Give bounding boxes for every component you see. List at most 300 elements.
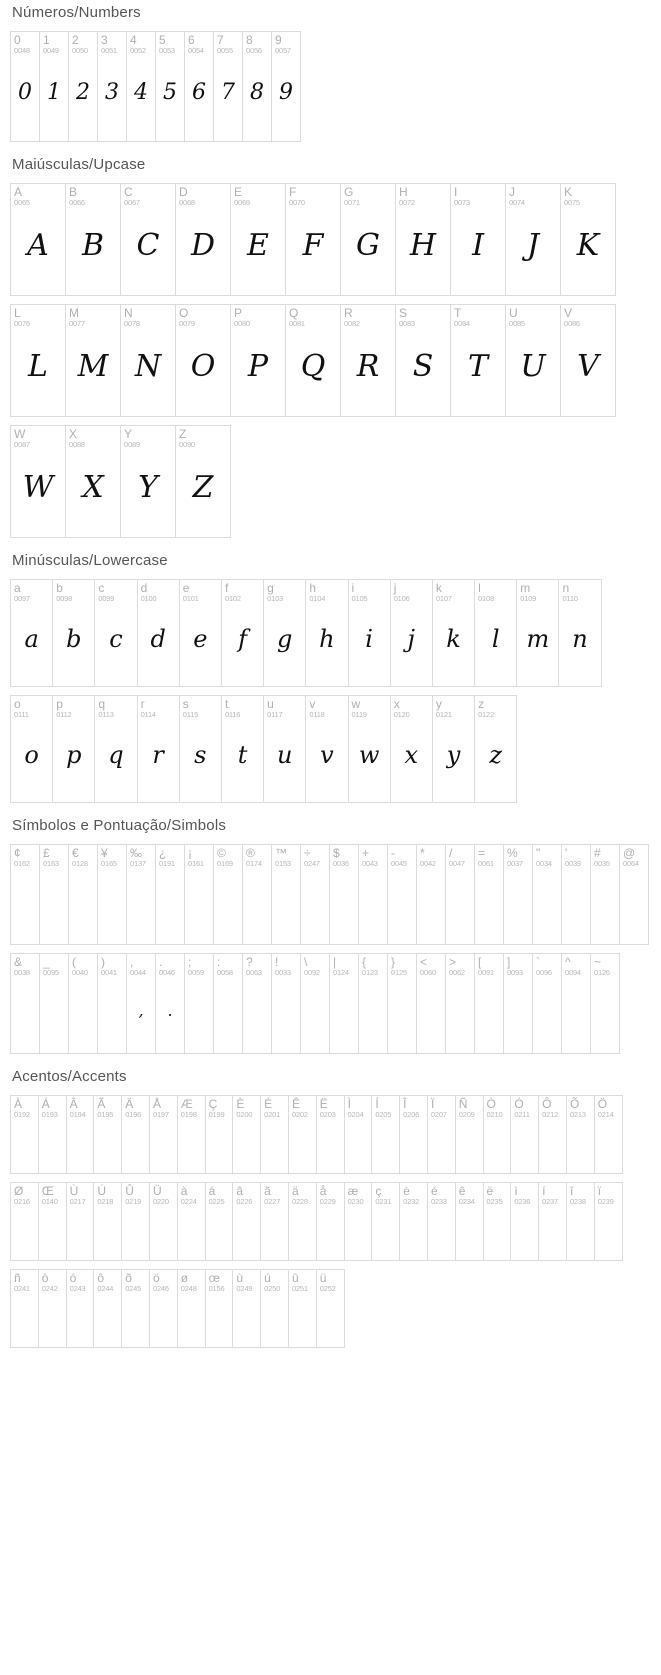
glyph-char-label: $ [333,846,340,860]
glyph-cell[interactable] [484,1183,512,1261]
glyph-cell[interactable] [261,1270,289,1348]
glyph-cell[interactable] [562,954,591,1054]
glyph-rendered-character [94,1205,121,1257]
glyph-cell[interactable] [533,845,562,945]
glyph-char-label: F [289,185,297,199]
glyph-rendered-character: 6 [192,79,206,105]
glyph-cell[interactable] [388,954,417,1054]
glyph-cell[interactable] [243,845,272,945]
glyph-rendered-character [206,1205,233,1257]
glyph-cell[interactable] [66,305,121,417]
glyph-rendered-character [562,867,590,935]
glyph-cell[interactable] [122,1270,150,1348]
glyph-rendered-character [214,867,242,935]
glyph-cell[interactable] [562,845,591,945]
glyph-cell-header [504,845,532,867]
glyph-char-label: å [319,1184,327,1198]
glyph-char-code: 0228 [291,1196,308,1206]
glyph-cell[interactable] [359,845,388,945]
glyph-cell[interactable] [261,1096,289,1174]
glyph-char-label: v [309,697,316,711]
glyph-cell[interactable] [511,1183,539,1261]
glyph-cell[interactable] [446,954,475,1054]
glyph-cell[interactable] [506,184,561,296]
glyph-char-code: 0039 [565,858,581,868]
glyph-cell[interactable] [595,1096,623,1174]
glyph-grid-accents-row-2 [10,1182,623,1261]
glyph-char-code: 0250 [264,1283,281,1293]
glyph-cell[interactable] [475,845,504,945]
glyph-cell[interactable] [39,1270,67,1348]
glyph-cell[interactable] [559,580,601,687]
glyph-char-code: 0205 [375,1109,392,1119]
glyph-cell[interactable] [94,1270,122,1348]
glyph-cell[interactable] [341,305,396,417]
glyph-cell-header [591,954,619,976]
glyph-cell[interactable] [98,954,127,1054]
glyph-cell-header [138,696,179,718]
glyph-cell[interactable] [400,1183,428,1261]
glyph-cell[interactable] [475,954,504,1054]
glyph-rendered-character [233,1118,260,1170]
glyph-cell[interactable] [95,580,137,687]
glyph-cell[interactable] [176,305,231,417]
glyph-char-code: 0082 [344,318,360,328]
glyph-cell[interactable] [67,1096,95,1174]
glyph-char-code: 0118 [309,709,325,719]
glyph-cell[interactable] [567,1096,595,1174]
glyph-rendered-character [178,1205,205,1257]
glyph-cell[interactable] [121,305,176,417]
glyph-char-label: o [14,697,21,711]
glyph-rendered-character: t [237,740,248,769]
glyph-char-label: H [399,185,408,199]
glyph-cell[interactable] [388,845,417,945]
glyph-char-label: m [520,581,531,595]
glyph-cell[interactable] [349,696,391,803]
glyph-cell-header [533,954,561,976]
glyph-cell[interactable] [272,954,301,1054]
glyph-cell-header [66,305,120,327]
section-title-accents: Acentos/Accents [12,1068,127,1085]
glyph-rendered-character: K [576,227,600,263]
glyph-cell-header [539,1096,566,1118]
glyph-char-label: á [208,1184,216,1198]
glyph-cell[interactable] [156,845,185,945]
glyph-cell-header [95,696,136,718]
glyph-cell[interactable] [317,1183,345,1261]
glyph-rendered-character: q [108,740,124,769]
glyph-char-label: y [435,697,442,711]
glyph-char-code: 0071 [344,197,360,207]
glyph-cell[interactable] [456,1183,484,1261]
row-spacer [10,945,651,953]
glyph-cell-header [562,954,590,976]
glyph-cell[interactable] [185,845,214,945]
glyph-cell[interactable] [11,580,53,687]
glyph-cell[interactable] [264,696,306,803]
glyph-cell[interactable] [317,1096,345,1174]
glyph-char-label: ~ [594,955,602,969]
glyph-cell[interactable] [222,696,264,803]
section-title-numbers: Números/Numbers [12,4,141,21]
glyph-cell[interactable] [345,1183,373,1261]
glyph-cell[interactable] [94,1183,122,1261]
glyph-char-label: G [344,185,354,199]
glyph-cell[interactable] [69,845,98,945]
glyph-cell-header [456,1096,483,1118]
glyph-cell[interactable] [591,845,620,945]
glyph-cell[interactable] [53,580,95,687]
glyph-char-code: 0045 [391,858,407,868]
glyph-cell[interactable] [156,954,185,1054]
glyph-cell[interactable] [261,1183,289,1261]
glyph-cell[interactable] [400,1096,428,1174]
glyph-cell[interactable] [98,32,127,142]
glyph-cell[interactable] [11,1096,39,1174]
glyph-rendered-character: W [22,469,54,505]
glyph-cell[interactable] [127,845,156,945]
glyph-cell[interactable] [233,1270,261,1348]
glyph-rendered-character: T [467,348,488,384]
glyph-char-code: 0210 [486,1109,503,1119]
glyph-cell[interactable] [233,1183,261,1261]
glyph-char-label: B [69,185,78,199]
glyph-cell[interactable] [504,954,533,1054]
glyph-cell[interactable] [156,32,185,142]
glyph-cell[interactable] [11,1270,39,1348]
glyph-rendered-character [504,867,532,935]
glyph-char-code: 0113 [98,709,114,719]
glyph-rendered-character [243,867,271,935]
glyph-cell[interactable] [180,696,222,803]
glyph-char-label: T [454,306,462,320]
glyph-char-code: 0242 [41,1283,58,1293]
glyph-cell[interactable] [206,1270,234,1348]
glyph-cell[interactable] [127,32,156,142]
glyph-cell-header [417,954,445,976]
glyph-char-code: 0049 [43,45,59,55]
glyph-rendered-character [400,1118,427,1170]
glyph-cell-header [180,696,221,718]
glyph-cell-header [359,845,387,867]
glyph-cell[interactable] [595,1183,623,1261]
glyph-cell[interactable] [138,580,180,687]
glyph-char-code: 0121 [435,709,452,719]
glyph-cell[interactable] [69,954,98,1054]
glyph-rendered-character: 8 [250,79,264,105]
glyph-cell[interactable] [391,696,433,803]
glyph-cell[interactable] [286,305,341,417]
glyph-cell[interactable] [95,696,137,803]
glyph-cell[interactable] [433,696,475,803]
glyph-char-code: 0112 [56,709,72,719]
glyph-cell[interactable] [372,1096,400,1174]
glyph-cell[interactable] [39,1183,67,1261]
glyph-cell[interactable] [11,305,66,417]
glyph-cell[interactable] [428,1183,456,1261]
glyph-cell[interactable] [272,32,301,142]
glyph-char-code: 0197 [152,1109,169,1119]
glyph-cell-header [150,1096,177,1118]
glyph-char-label: Ñ [458,1097,468,1111]
glyph-char-code: 0244 [97,1283,114,1293]
glyph-cell[interactable] [349,580,391,687]
glyph-cell[interactable] [330,845,359,945]
glyph-cell[interactable] [396,305,451,417]
glyph-cell[interactable] [178,1183,206,1261]
glyph-rendered-character: y [446,740,461,769]
glyph-cell-header [289,1183,316,1205]
glyph-char-code: 0247 [304,858,320,868]
glyph-char-label: ñ [14,1271,21,1285]
glyph-rendered-character [150,1118,177,1170]
glyph-cell[interactable] [233,1096,261,1174]
glyph-cell-header [243,954,271,976]
glyph-char-label: - [391,846,395,860]
glyph-cell[interactable] [222,580,264,687]
glyph-rendered-character [533,976,561,1044]
glyph-rendered-character [69,976,97,1044]
glyph-cell[interactable] [39,1096,67,1174]
glyph-rendered-character [428,1118,455,1170]
glyph-cell-header [40,32,68,54]
glyph-char-code: 0192 [14,1109,30,1119]
glyph-cell[interactable] [504,845,533,945]
glyph-cell[interactable] [272,845,301,945]
glyph-cell[interactable] [11,426,66,538]
glyph-char-code: 0140 [41,1196,58,1206]
glyph-cell-header [396,305,450,327]
glyph-cell[interactable] [264,580,306,687]
glyph-char-code: 0095 [43,967,59,977]
glyph-cell[interactable] [396,184,451,296]
glyph-cell[interactable] [359,954,388,1054]
glyph-cell[interactable] [484,1096,512,1174]
glyph-cell-header [428,1096,455,1118]
glyph-cell[interactable] [150,1270,178,1348]
glyph-cell[interactable] [561,184,616,296]
glyph-char-code: 0236 [514,1196,531,1206]
glyph-cell[interactable] [286,184,341,296]
glyph-rendered-character: G [356,227,380,263]
glyph-cell[interactable] [40,32,69,142]
glyph-cell-header [372,1096,399,1118]
glyph-cell[interactable] [317,1270,345,1348]
glyph-cell[interactable] [66,184,121,296]
glyph-cell-header [150,1270,177,1292]
glyph-cell[interactable] [306,696,348,803]
glyph-cell[interactable] [417,845,446,945]
glyph-char-label: k [435,581,442,595]
glyph-char-code: 0239 [597,1196,614,1206]
glyph-char-code: 0200 [236,1109,253,1119]
glyph-char-code: 0194 [69,1109,86,1119]
glyph-cell[interactable] [306,580,348,687]
glyph-char-label: È [236,1097,245,1111]
glyph-cell[interactable] [539,1183,567,1261]
glyph-char-code: 0100 [140,593,157,603]
glyph-cell[interactable] [40,845,69,945]
glyph-cell[interactable] [591,954,620,1054]
glyph-grid-accents-row-3 [10,1269,345,1348]
glyph-cell[interactable] [517,580,559,687]
glyph-char-label: 1 [43,33,50,47]
glyph-cell[interactable] [451,184,506,296]
glyph-cell[interactable] [289,1270,317,1348]
glyph-grid-uppercase-row-3 [10,425,231,538]
glyph-cell[interactable] [231,305,286,417]
glyph-rendered-character [388,867,416,935]
glyph-cell[interactable] [391,580,433,687]
glyph-cell-header [11,580,52,602]
glyph-cell[interactable] [341,184,396,296]
glyph-char-code: 0201 [264,1109,281,1119]
glyph-cell[interactable] [417,954,446,1054]
glyph-cell[interactable] [451,305,506,417]
glyph-cell[interactable] [40,954,69,1054]
glyph-cell[interactable] [231,184,286,296]
glyph-cell[interactable] [533,954,562,1054]
glyph-rendered-character [567,1205,594,1257]
glyph-cell[interactable] [11,1183,39,1261]
glyph-char-label: Á [41,1097,50,1111]
glyph-char-code: 0074 [509,197,525,207]
glyph-cell[interactable] [506,305,561,417]
glyph-cell[interactable] [176,184,231,296]
glyph-cell[interactable] [66,426,121,538]
glyph-cell[interactable] [67,1270,95,1348]
glyph-cell-header [428,1183,455,1205]
row-spacer [10,687,651,695]
glyph-char-code: 0076 [14,318,30,328]
glyph-rendered-character: 4 [134,79,148,105]
glyph-rendered-character: U [520,348,546,384]
glyph-char-code: 0054 [188,45,204,55]
glyph-cell-header [11,184,65,206]
glyph-cell[interactable] [121,184,176,296]
glyph-rendered-character: a [24,624,39,653]
glyph-rendered-character: Q [300,348,326,384]
glyph-rendered-character: f [238,624,247,653]
glyph-char-code: 0103 [267,593,284,603]
glyph-cell-header [400,1096,427,1118]
glyph-cell[interactable] [67,1183,95,1261]
glyph-cell[interactable] [178,1096,206,1174]
glyph-cell[interactable] [567,1183,595,1261]
glyph-cell[interactable] [178,1270,206,1348]
glyph-cell[interactable] [446,845,475,945]
glyph-char-label: , [130,955,134,969]
glyph-cell[interactable] [11,696,53,803]
glyph-char-label: l [478,581,481,595]
glyph-cell[interactable] [185,954,214,1054]
glyph-cell[interactable] [11,32,40,142]
glyph-char-label: õ [125,1271,132,1285]
glyph-cell[interactable] [289,1183,317,1261]
glyph-cell[interactable] [620,845,649,945]
glyph-char-label: ã [264,1184,271,1198]
glyph-char-code: 0162 [14,858,30,868]
glyph-cell[interactable] [330,954,359,1054]
glyph-cell[interactable] [138,696,180,803]
glyph-cell-header [345,1096,372,1118]
glyph-cell-header [533,845,561,867]
glyph-cell[interactable] [214,845,243,945]
glyph-cell[interactable] [94,1096,122,1174]
glyph-cell-header [559,580,600,602]
glyph-cell[interactable] [456,1096,484,1174]
glyph-cell[interactable] [180,580,222,687]
glyph-rendered-character [289,1205,316,1257]
glyph-cell[interactable] [121,426,176,538]
glyph-cell[interactable] [127,954,156,1054]
glyph-cell[interactable] [11,845,40,945]
glyph-char-label: + [362,846,370,860]
glyph-cell[interactable] [206,1096,234,1174]
glyph-rendered-character [67,1205,94,1257]
glyph-cell-header [11,32,39,54]
glyph-cell[interactable] [53,696,95,803]
glyph-cell[interactable] [475,696,517,803]
glyph-cell[interactable] [372,1183,400,1261]
glyph-cell[interactable] [243,954,272,1054]
glyph-cell-header [396,184,450,206]
glyph-char-code: 0109 [520,593,537,603]
glyph-cell-header [567,1183,594,1205]
glyph-char-code: 0110 [562,593,578,603]
glyph-cell[interactable] [98,845,127,945]
glyph-cell[interactable] [214,32,243,142]
glyph-cell[interactable] [150,1096,178,1174]
glyph-cell[interactable] [176,426,231,538]
glyph-cell[interactable] [243,32,272,142]
glyph-cell[interactable] [301,845,330,945]
glyph-cell[interactable] [428,1096,456,1174]
glyph-cell[interactable] [206,1183,234,1261]
glyph-cell[interactable] [214,954,243,1054]
glyph-char-label: s [182,697,189,711]
glyph-cell[interactable] [122,1096,150,1174]
glyph-char-code: 0123 [362,967,378,977]
glyph-rendered-character [39,1205,66,1257]
glyph-char-label: [ [478,955,482,969]
glyph-cell[interactable] [301,954,330,1054]
glyph-cell[interactable] [69,32,98,142]
glyph-cell[interactable] [475,580,517,687]
glyph-rendered-character [11,976,39,1044]
glyph-cell[interactable] [11,954,40,1054]
glyph-cell[interactable] [11,184,66,296]
glyph-cell-header [127,954,155,976]
glyph-cell[interactable] [561,305,616,417]
glyph-cell[interactable] [433,580,475,687]
glyph-cell[interactable] [539,1096,567,1174]
glyph-cell[interactable] [150,1183,178,1261]
glyph-cell-header [11,426,65,448]
glyph-rendered-character: J [526,227,540,263]
glyph-rendered-character: l [491,624,500,653]
glyph-cell[interactable] [185,32,214,142]
glyph-cell[interactable] [511,1096,539,1174]
glyph-char-code: 0174 [246,858,262,868]
glyph-cell-header [341,184,395,206]
glyph-cell[interactable] [345,1096,373,1174]
glyph-cell-header [306,580,347,602]
glyph-cell[interactable] [122,1183,150,1261]
glyph-cell[interactable] [289,1096,317,1174]
glyph-rendered-character [539,1118,566,1170]
